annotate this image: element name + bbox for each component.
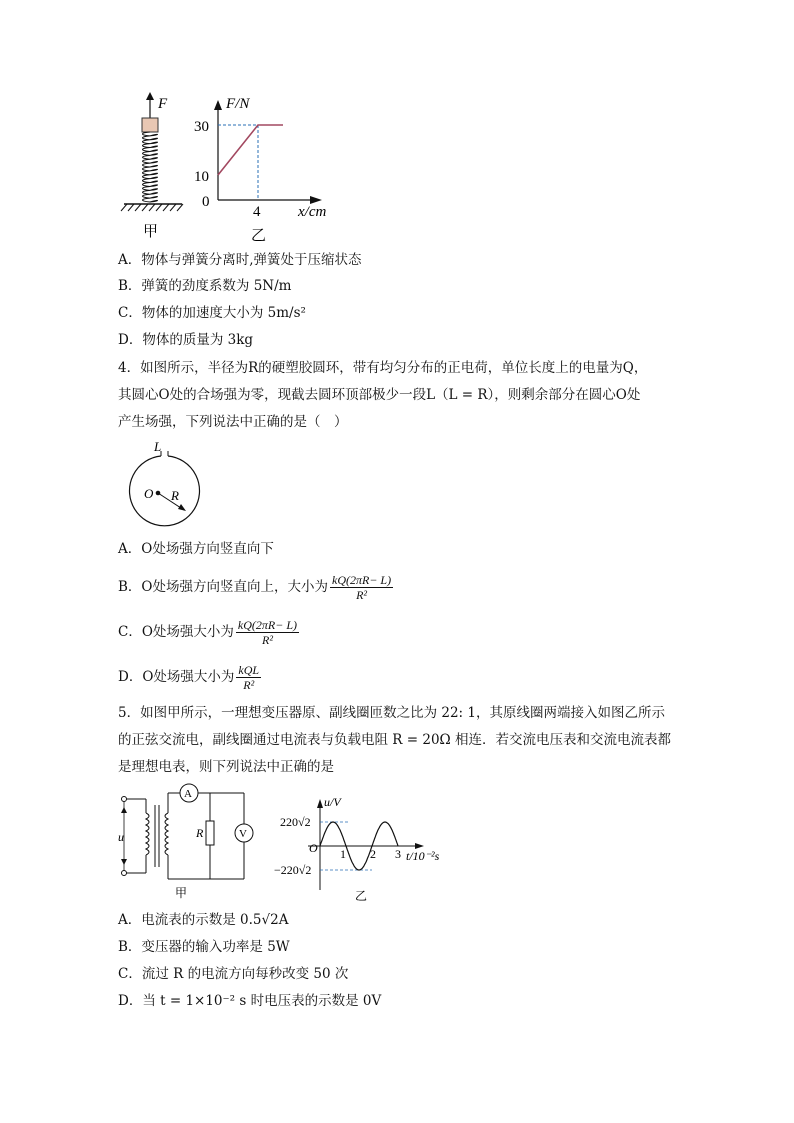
figure-yi-label: 乙 bbox=[251, 226, 267, 244]
y-tick-0: 0 bbox=[202, 194, 210, 210]
q4-option-c: C．O处场强大小为 $\frac{kQ(2\pi R- L)}{\text{R²}}$ bbox=[118, 618, 298, 647]
figure-jia-label: 甲 bbox=[143, 222, 159, 240]
y-axis-label: F/N bbox=[226, 96, 250, 112]
fx-graph bbox=[194, 96, 326, 220]
figure-sine-graph bbox=[268, 790, 454, 905]
graph-neg-amplitude: −220√2 bbox=[274, 863, 312, 877]
graph-tick-2: 2 bbox=[370, 847, 376, 861]
ring-label-L: L bbox=[154, 439, 162, 454]
voltmeter-label: V bbox=[239, 828, 247, 840]
q4-stem-line3: 产生场强，下列说法中正确的是（ ） bbox=[118, 414, 348, 430]
figure-ring bbox=[118, 438, 208, 533]
fx-data-line bbox=[218, 125, 283, 175]
q3-option-d: D．物体的质量为 3kg bbox=[118, 332, 254, 348]
circuit-jia-label: 甲 bbox=[175, 886, 188, 900]
graph-yi-label: 乙 bbox=[355, 889, 368, 903]
q4-option-b: B．O处场强方向竖直向上，大小为 $\frac{kQ(2\pi R- L)}{\text{R²}}$ bbox=[118, 573, 392, 602]
ammeter-label: A bbox=[184, 788, 192, 800]
q4-stem-line1: 4．如图所示，半径为R的硬塑胶圆环，带有均匀分布的正电荷，单位长度上的电量为Q， bbox=[118, 360, 648, 376]
spring-diagram bbox=[121, 92, 183, 211]
graph-x-label: t/10⁻²s bbox=[406, 849, 440, 863]
figure-transformer-circuit bbox=[112, 783, 272, 903]
q5-stem-line2: 的正弦交流电，副线圈通过电流表与负载电阻 R = 20Ω 相连．若交流电压表和交流电流表都 bbox=[118, 732, 672, 748]
ring-label-O: O bbox=[144, 486, 154, 501]
graph-origin: O bbox=[309, 841, 318, 855]
q4-stem-line2: 其圆心O处的合场强为零，现截去圆环顶部极少一段L（L = R），则剩余部分在圆心O处 bbox=[118, 387, 641, 403]
force-label: F bbox=[158, 96, 168, 112]
q4-option-a: A．O处场强方向竖直向下 bbox=[118, 541, 274, 557]
q5-option-a: A．电流表的示数是 0.5√2A bbox=[118, 912, 289, 928]
q3-option-c: C．物体的加速度大小为 5m/s² bbox=[118, 305, 306, 321]
graph-pos-amplitude: 220√2 bbox=[280, 815, 311, 829]
graph-y-label: u/V bbox=[324, 795, 341, 809]
resistor-label: R bbox=[196, 826, 204, 840]
q3-option-a: A．物体与弹簧分离时,弹簧处于压缩状态 bbox=[118, 252, 362, 268]
x-tick-4: 4 bbox=[253, 204, 261, 220]
q5-stem-line1: 5．如图甲所示，一理想变压器原、副线圈匝数之比为 22: 1，其原线圈两端接入如图乙所示 bbox=[118, 705, 665, 721]
q5-option-c: C．流过 R 的电流方向每秒改变 50 次 bbox=[118, 966, 349, 982]
q3-option-b: B．弹簧的劲度系数为 5N/m bbox=[118, 278, 292, 294]
ring-label-R: R bbox=[171, 488, 179, 503]
y-tick-30: 30 bbox=[194, 119, 209, 135]
circuit-label-u: u bbox=[118, 830, 124, 844]
q4-option-d: D．O处场强大小为 $\frac{\text{kQL}}{\text{R²}}$ bbox=[118, 663, 260, 692]
y-tick-10: 10 bbox=[194, 169, 209, 185]
graph-tick-1: 1 bbox=[340, 847, 346, 861]
q5-stem-line3: 是理想电表，则下列说法中正确的是 bbox=[118, 759, 334, 775]
figure-spring-graph bbox=[110, 90, 350, 245]
q5-option-b: B．变压器的输入功率是 5W bbox=[118, 939, 290, 955]
q5-option-d: D．当 t = 1×10⁻² s 时电压表的示数是 0V bbox=[118, 993, 382, 1009]
x-axis-label: x/cm bbox=[298, 204, 327, 220]
graph-tick-3: 3 bbox=[395, 847, 401, 861]
